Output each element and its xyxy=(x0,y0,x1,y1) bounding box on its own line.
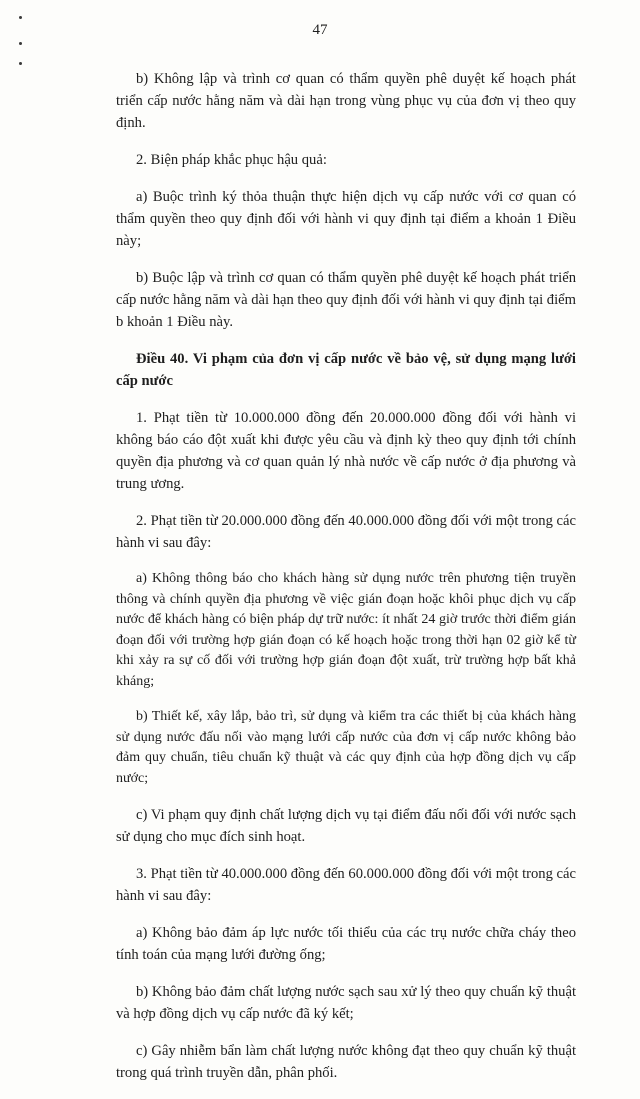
scan-mark xyxy=(19,62,22,65)
paragraph: a) Không bảo đảm áp lực nước tối thiểu của các trụ nước chữa cháy theo tính toán của mạng lưới đường ống; xyxy=(116,925,576,963)
paragraph: b) Không lập và trình cơ quan có thẩm quyền phê duyệt kế hoạch phát triển cấp nước hằng năm và dài hạn trong vùng phục vụ của đơn vị theo quy định. xyxy=(116,71,576,131)
document-body xyxy=(116,68,576,1099)
paragraph: c) Gây nhiễm bẩn làm chất lượng nước không đạt theo quy chuẩn kỹ thuật trong quá trình truyền dẫn, phân phối. xyxy=(116,1043,576,1081)
paragraph: b) Không bảo đảm chất lượng nước sạch sau xử lý theo quy chuẩn kỹ thuật và hợp đồng dịch vụ cấp nước đã ký kết; xyxy=(116,984,576,1022)
article-heading: Điều 40. Vi phạm của đơn vị cấp nước về bảo vệ, sử dụng mạng lưới cấp nước xyxy=(116,351,576,389)
scan-mark xyxy=(19,42,22,45)
paragraph: 2. Biện pháp khắc phục hậu quả: xyxy=(136,152,327,168)
paragraph: 2. Phạt tiền từ 20.000.000 đồng đến 40.000.000 đồng đối với một trong các hành vi sau đây: xyxy=(116,513,576,551)
paragraph: b) Thiết kế, xây lắp, bảo trì, sử dụng và kiểm tra các thiết bị của khách hàng sử dụng nước đấu nối vào mạng lưới cấp nước của đơn vị cấp nước không bảo đảm quy chuẩn, tiêu chuẩn kỹ thuật và các quy định của hợp đồng dịch vụ cấp nước; xyxy=(116,709,576,786)
scan-mark xyxy=(19,16,22,19)
paragraph: 1. Phạt tiền từ 10.000.000 đồng đến 20.000.000 đồng đối với hành vi không báo cáo đột xuất khi được yêu cầu và định kỳ theo quy định tới chính quyền địa phương và cơ quan quản lý nhà nước về cấp nước ở địa phương và trung ương. xyxy=(116,410,576,492)
paragraph: b) Buộc lập và trình cơ quan có thẩm quyền phê duyệt kế hoạch phát triển cấp nước hằng năm và dài hạn theo quy định đối với hành vi quy định tại điểm b khoản 1 Điều này. xyxy=(116,270,576,330)
page-number: 47 xyxy=(312,22,328,38)
paragraph: a) Không thông báo cho khách hàng sử dụng nước trên phương tiện truyền thông và chính quyền địa phương về việc gián đoạn hoặc khôi phục dịch vụ cấp nước để khách hàng có biện pháp dự trữ nước: ít nhất 24 giờ trước thời điểm gián đoạn đối với trường hợp gián đoạn có kế hoạch hoặc trong thời hạn 02 giờ kể từ khi xảy ra sự cố đối với trường hợp gián đoạn đột xuất, trừ trường hợp bất khả kháng; xyxy=(116,571,576,689)
paragraph: c) Vi phạm quy định chất lượng dịch vụ tại điểm đấu nối đối với nước sạch sử dụng cho mục đích sinh hoạt. xyxy=(116,807,576,845)
paragraph: a) Buộc trình ký thỏa thuận thực hiện dịch vụ cấp nước với cơ quan có thẩm quyền theo quy định đối với hành vi quy định tại điểm a khoản 1 Điều này; xyxy=(116,189,576,249)
paragraph: 3. Phạt tiền từ 40.000.000 đồng đến 60.000.000 đồng đối với một trong các hành vi sau đây: xyxy=(116,866,576,904)
